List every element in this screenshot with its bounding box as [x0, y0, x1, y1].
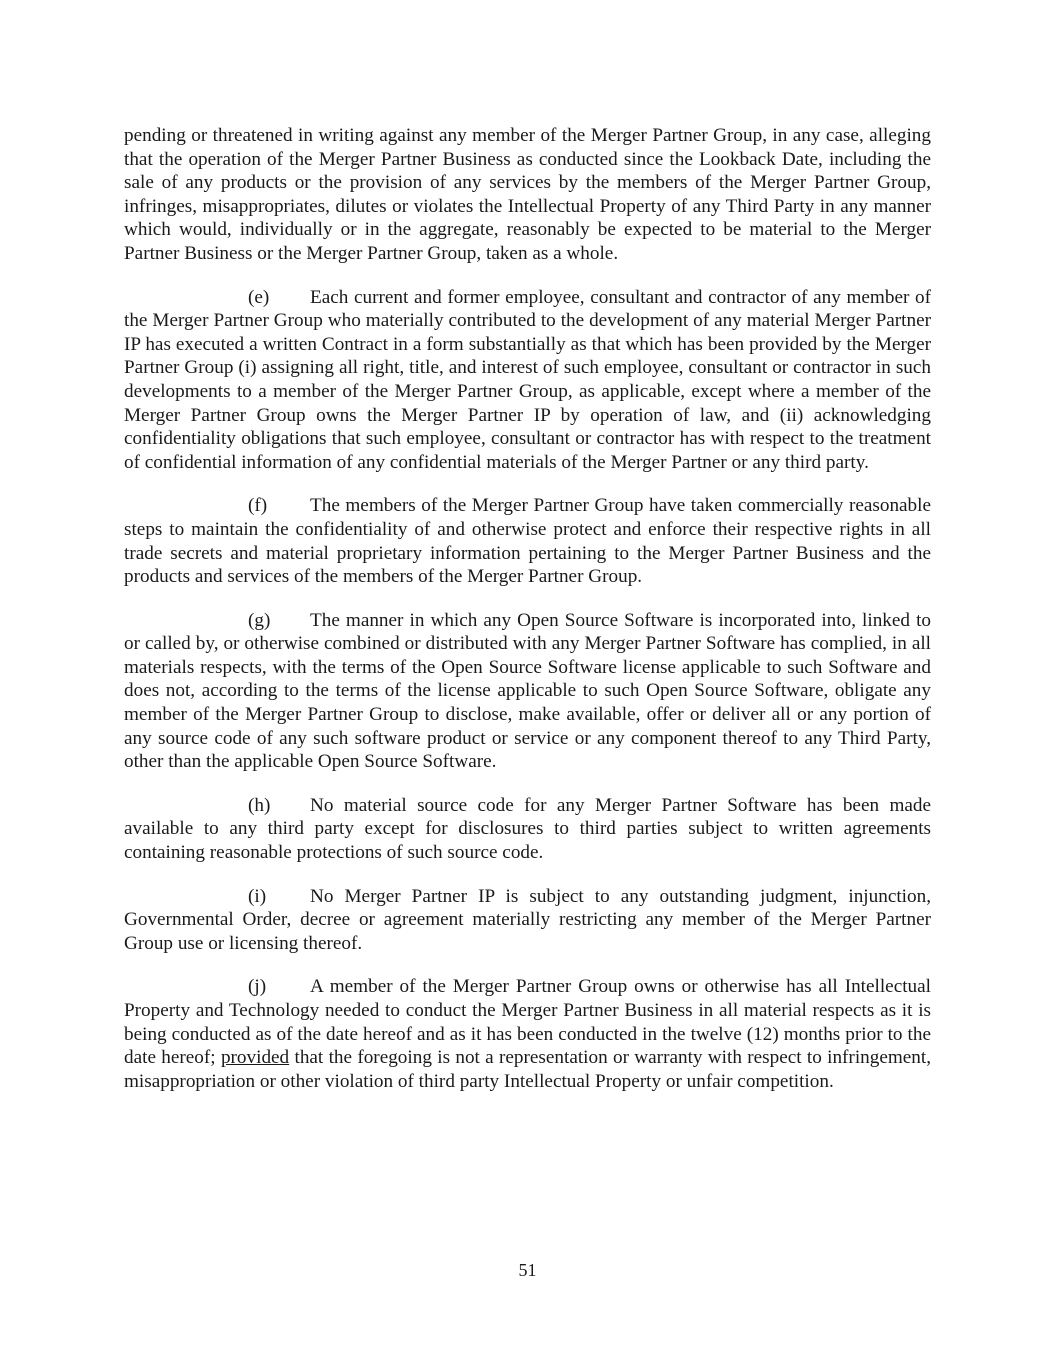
provided-term: provided	[220, 1047, 290, 1069]
paragraph-text: Each current and former employee, consultant and contractor of any member of the Merger Partner Group who materially contributed to the development of any material Merger Partner IP has executed a written Contract in a form substantially as that which has been provided by the Merger Partner Group (i) assigning all right, title, and interest of such employee, consultant or contractor in such developments to a member of the Merger Partner Group, as applicable, except where a member of the Merger Partner Group owns the Merger Partner IP by operation of law, and (ii) acknowledging confidentiality obligations that such employee, consultant or contractor has with respect to the treatment of confidential information of any confidential materials of the Merger Partner or any third party.	[124, 286, 931, 473]
paragraph-label: (i)	[248, 885, 267, 907]
paragraph-text-after: that the foregoing is not a representation or warranty with respect to infringement, misappropriation or other violation of third party Intellectual Property or unfair competition.	[124, 1047, 932, 1092]
paragraph-text: No Merger Partner IP is subject to any outstanding judgment, injunction, Governmental Order, decree or agreement materially restricting any member of the Merger Partner Group use or licensing thereof.	[124, 885, 931, 954]
page-number: 51	[518, 1260, 537, 1280]
paragraph-e	[124, 286, 931, 475]
body-text	[124, 124, 931, 1113]
paragraph-g	[124, 609, 931, 774]
paragraph-label: (e)	[248, 286, 270, 308]
paragraph-text: The members of the Merger Partner Group have taken commercially reasonable steps to maintain the confidentiality of and otherwise protect and enforce their respective rights in all trade secrets and material proprietary information pertaining to the Merger Partner Business and the products and services of the members of the Merger Partner Group.	[124, 495, 931, 588]
paragraph-label: (g)	[248, 609, 271, 631]
paragraph-text-before: A member of the Merger Partner Group owns or otherwise has all Intellectual Property and Technology needed to conduct the Merger Partner Business in all material respects as it is being conducted as of the date hereof and as it has been conducted in the twelve (12) months prior to the date hereof;	[124, 976, 931, 1069]
continuation-paragraph	[124, 124, 931, 266]
paragraph-text: The manner in which any Open Source Software is incorporated into, linked to or called by, or otherwise combined or distributed with any Merger Partner Software has complied, in all materials respects, with the terms of the Open Source Software license applicable to such Software and does not, according to the terms of the license applicable to such Open Source Software, obligate any member of the Merger Partner Group to disclose, make available, offer or deliver all or any portion of any source code of any such software product or service or any component thereof to any Third Party, other than the applicable Open Source Software.	[124, 609, 931, 773]
paragraph-j	[124, 975, 931, 1093]
paragraph-label: (h)	[248, 794, 271, 816]
paragraph-i	[124, 885, 931, 956]
paragraph-label: (f)	[248, 495, 268, 517]
paragraph-label: (j)	[248, 976, 267, 998]
paragraph-h	[124, 794, 931, 865]
paragraph-text: No material source code for any Merger Partner Software has been made available to any third party except for disclosures to third parties subject to written agreements containing reasonable protections of such source code.	[124, 794, 931, 864]
paragraph-f	[124, 494, 931, 588]
continuation-text: pending or threatened in writing against any member of the Merger Partner Group, in any case, alleging that the operation of the Merger Partner Business as conducted since the Lookback Date, including the sale of any products or the provision of any services by the members of the Merger Partner Group, infringes, misappropriates, dilutes or violates the Intellectual Property of any Third Party in any manner which would, individually or in the aggregate, reasonably be expected to be material to the Merger Partner Business or the Merger Partner Group, taken as a whole.	[124, 125, 931, 264]
